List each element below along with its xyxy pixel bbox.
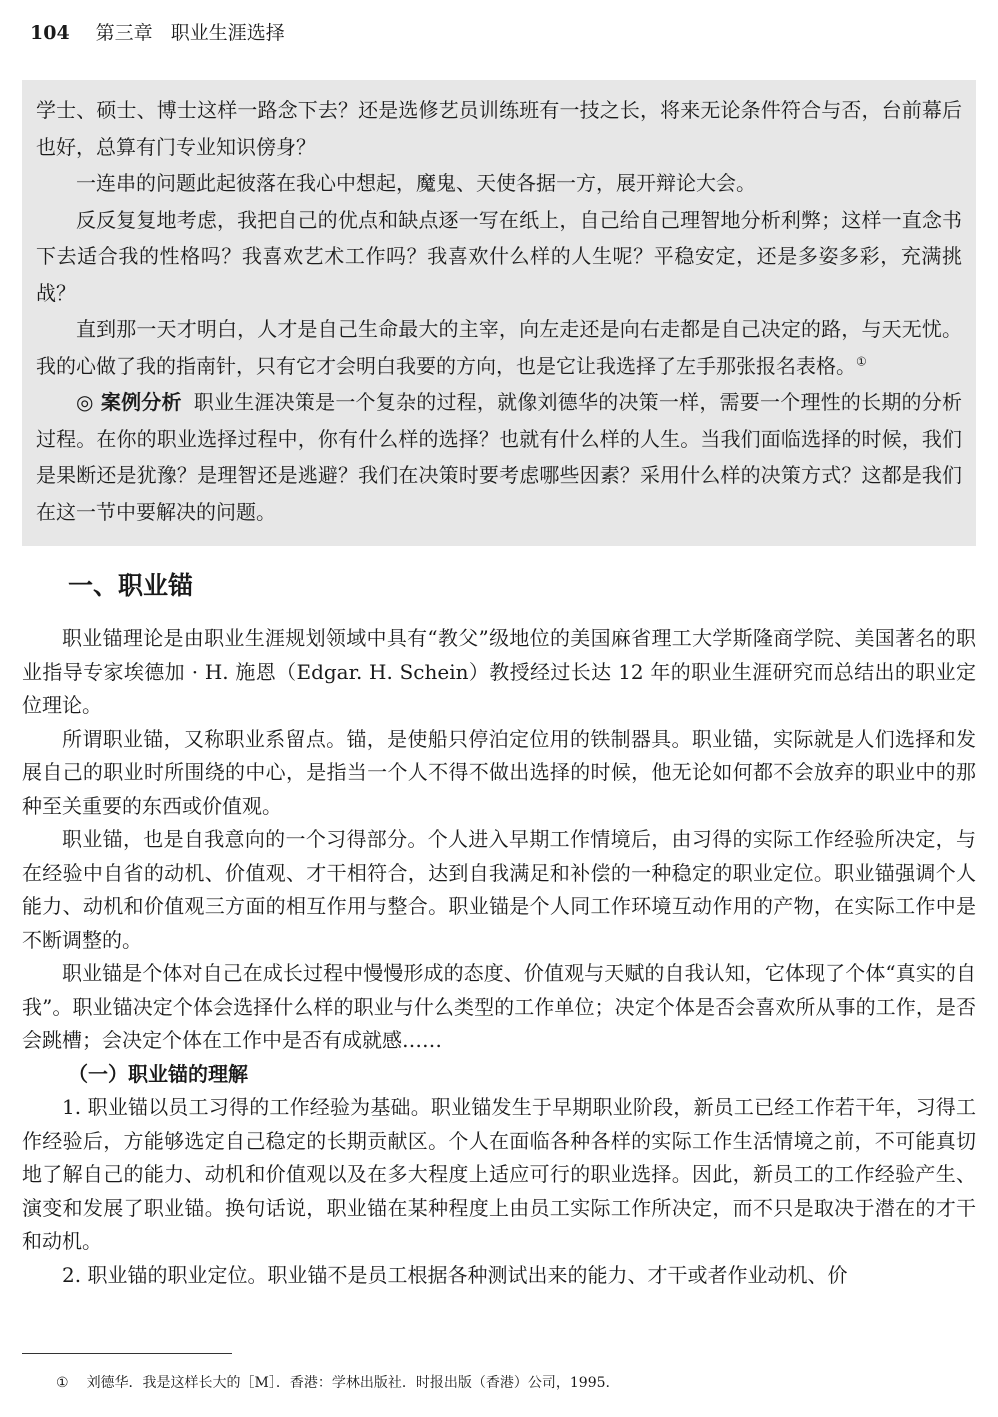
body-paragraph: 职业锚，也是自我意向的一个习得部分。个人进入早期工作情境后，由习得的实际工作经验所决定，与在经验中自省的动机、价值观、才干相符合，达到自我满足和补偿的一种稳定的职业定位。职业锚强调个人能力、动机和价值观三方面的相互作用与整合。职业锚是个人同工作环境互动作用的产物，在实际工作中是不断调整的。: [22, 827, 976, 952]
chapter-title: 职业生涯选择: [170, 22, 285, 44]
case-paragraph-2: 一连串的问题此起彼落在我心中想起，魔鬼、天使各据一方，展开辩论大会。: [76, 171, 756, 195]
chapter-label: 第三章: [95, 22, 153, 44]
footnote-text: 刘德华．我是这样长大的［M］．香港：学林出版社．时报出版（香港）公司，1995.: [86, 1375, 610, 1391]
subsection-heading: （一）职业锚的理解: [68, 1061, 248, 1086]
case-paragraph-1: 学士、硕士、博士这样一路念下去？还是选修艺员训练班有一技之长，将来无论条件符合与否，台前幕后也好，总算有门专业知识傍身？: [36, 98, 962, 159]
body-paragraph: 所谓职业锚，又称职业系留点。锚，是使船只停泊定位用的铁制器具。职业锚，实际就是人们选择和发展自己的职业时所围绕的中心，是指当一个人不得不做出选择的时候，他无论如何都不会放弃的职业中的那种至关重要的东西或价值观。: [22, 726, 976, 818]
case-box: [22, 80, 976, 546]
case-analysis-text: 职业生涯决策是一个复杂的过程，就像刘德华的决策一样，需要一个理性的长期的分析过程。在你的职业选择过程中，你有什么样的选择？也就有什么样的人生。当我们面临选择的时候，我们是果断还是犹豫？是理智还是逃避？我们在决策时要考虑哪些因素？采用什么样的决策方式？这都是我们在这一节中要解决的问题。: [36, 390, 963, 524]
running-header: [30, 18, 285, 48]
case-analysis: [36, 384, 962, 530]
footnote: [56, 1372, 610, 1394]
footnote-reference[interactable]: ①: [856, 353, 867, 368]
footnote-mark: ①: [56, 1375, 69, 1391]
body-paragraph: 职业锚理论是由职业生涯规划领域中具有“教父”级地位的美国麻省理工大学斯隆商学院、美国著名的职业指导专家埃德加 · H. 施恩（Edgar. H. Schein）教授经过长达 12 年的职业生涯研究而总结出的职业定位理论。: [22, 626, 976, 717]
section-body: [22, 622, 976, 1292]
numbered-item: 1. 职业锚以员工习得的工作经验为基础。职业锚发生于早期职业阶段，新员工已经工作若干年，习得工作经验后，方能够选定自己稳定的长期贡献区。个人在面临各种各样的实际工作生活情境之前，不可能真切地了解自己的能力、动机和价值观以及在多大程度上适应可行的职业选择。因此，新员工的工作经验产生、演变和发展了职业锚。换句话说，职业锚在某种程度上由员工实际工作所决定，而不只是取决于潜在的才干和动机。: [22, 1095, 976, 1253]
section-heading: 一、职业锚: [68, 571, 194, 600]
page-number: 104: [30, 22, 70, 44]
numbered-item: 2. 职业锚的职业定位。职业锚不是员工根据各种测试出来的能力、才干或者作业动机、价: [62, 1262, 848, 1287]
footnote-divider: [22, 1353, 232, 1354]
body-paragraph: 职业锚是个体对自己在成长过程中慢慢形成的态度、价值观与天赋的自我认知，它体现了个体“真实的自我”。职业锚决定个体会选择什么样的职业与什么类型的工作单位；决定个体是否会喜欢所从事的工作，是否会跳槽；会决定个体在工作中是否有成就感……: [22, 961, 976, 1052]
case-paragraph-3: 反反复复地考虑，我把自己的优点和缺点逐一写在纸上，自己给自己理智地分析利弊；这样一直念书下去适合我的性格吗？我喜欢艺术工作吗？我喜欢什么样的人生呢？平稳安定，还是多姿多彩，充满挑战？: [36, 207, 962, 305]
case-paragraph-4: [36, 311, 962, 384]
case-paragraph-4-text: 直到那一天才明白，人才是自己生命最大的主宰，向左走还是向右走都是自己决定的路，与天无忧。我的心做了我的指南针，只有它才会明白我要的方向，也是它让我选择了左手那张报名表格。: [36, 317, 962, 378]
case-analysis-label: ◎ 案例分析: [76, 390, 182, 414]
